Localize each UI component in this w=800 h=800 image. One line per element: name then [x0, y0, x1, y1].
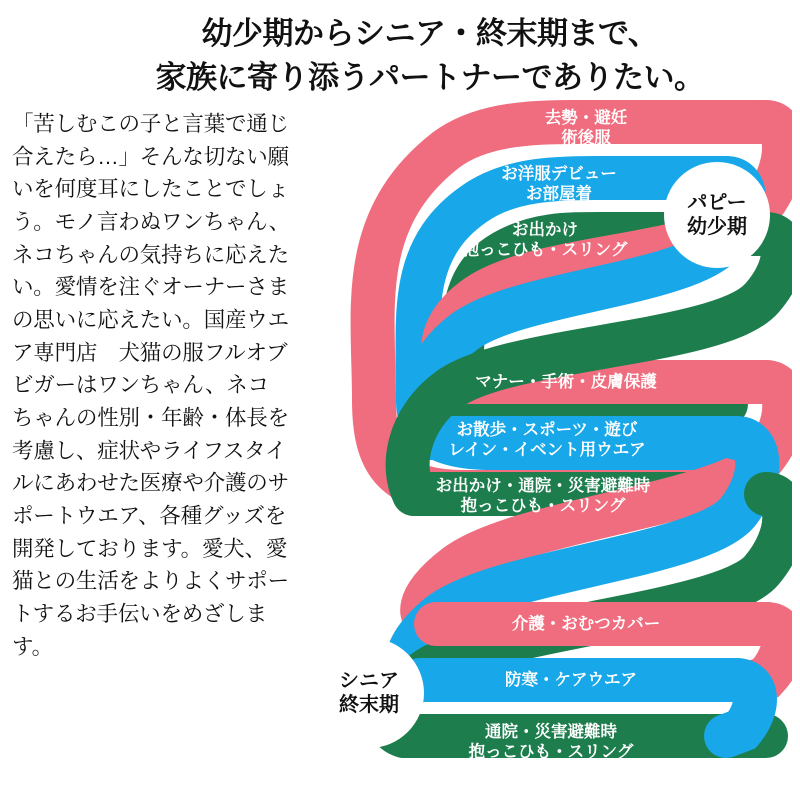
label-senior-pink: 介護・おむつカバー [511, 615, 661, 633]
label-adult-blue: お散歩・スポーツ・遊び レイン・イベント用ウエア [448, 421, 646, 460]
label-adult-green: お出かけ・通院・災害避難時 抱っこひも・スリング [435, 477, 651, 516]
lifecycle-diagram [296, 100, 792, 792]
stage-bubble-puppy-line-2: 幼少期 [687, 216, 747, 238]
body-copy-text: 「苦しむこの子と言葉で通じ合えたら…」そんな切ない願いを何度耳にしたことでしょう。モノ言わぬワンちゃん、ネコちゃんの気持ちに応えたい。愛情を注ぐオーナーさまの思いに応えたい。国産ウエア専門店 犬猫の服フルオブビガーはワンちゃん、ネコちゃんの性別・年齢・体長を考慮し、症状やライフスタイルにあわせた医療や介護のサポートウエア、各種グッズを開発しております。愛犬、愛猫との生活をよりよくサポートするお手伝いをめざします。 [12, 112, 290, 659]
page-title [70, 12, 790, 100]
label-puppy-pink: 去勢・避妊 術後服 [544, 109, 628, 148]
label-senior-green: 通院・災害避難時 抱っこひも・スリング [468, 723, 634, 762]
label-senior-blue: 防寒・ケアウエア [505, 671, 637, 689]
label-puppy-blue: お洋服デビュー お部屋着 [501, 165, 617, 204]
page-title-line-1: 幼少期からシニア・終末期まで、 [201, 16, 659, 51]
page-title-line-2: 家族に寄り添うパートナーでありたい。 [155, 60, 705, 96]
stage-bubble-puppy [664, 162, 770, 268]
stage-bubble-puppy-line-1: パピー [687, 192, 747, 214]
label-puppy-green: お出かけ 抱っこひも・スリング [462, 221, 628, 260]
label-adult-pink: マナー・手術・皮膚保護 [475, 373, 657, 391]
ribbon-blue-tail [726, 680, 755, 736]
body-copy [12, 108, 290, 663]
stage-bubble-senior-line-1: シニア [339, 670, 399, 692]
stage-bubble-senior-line-2: 終末期 [339, 694, 399, 716]
stage-bubble-senior [314, 638, 424, 748]
